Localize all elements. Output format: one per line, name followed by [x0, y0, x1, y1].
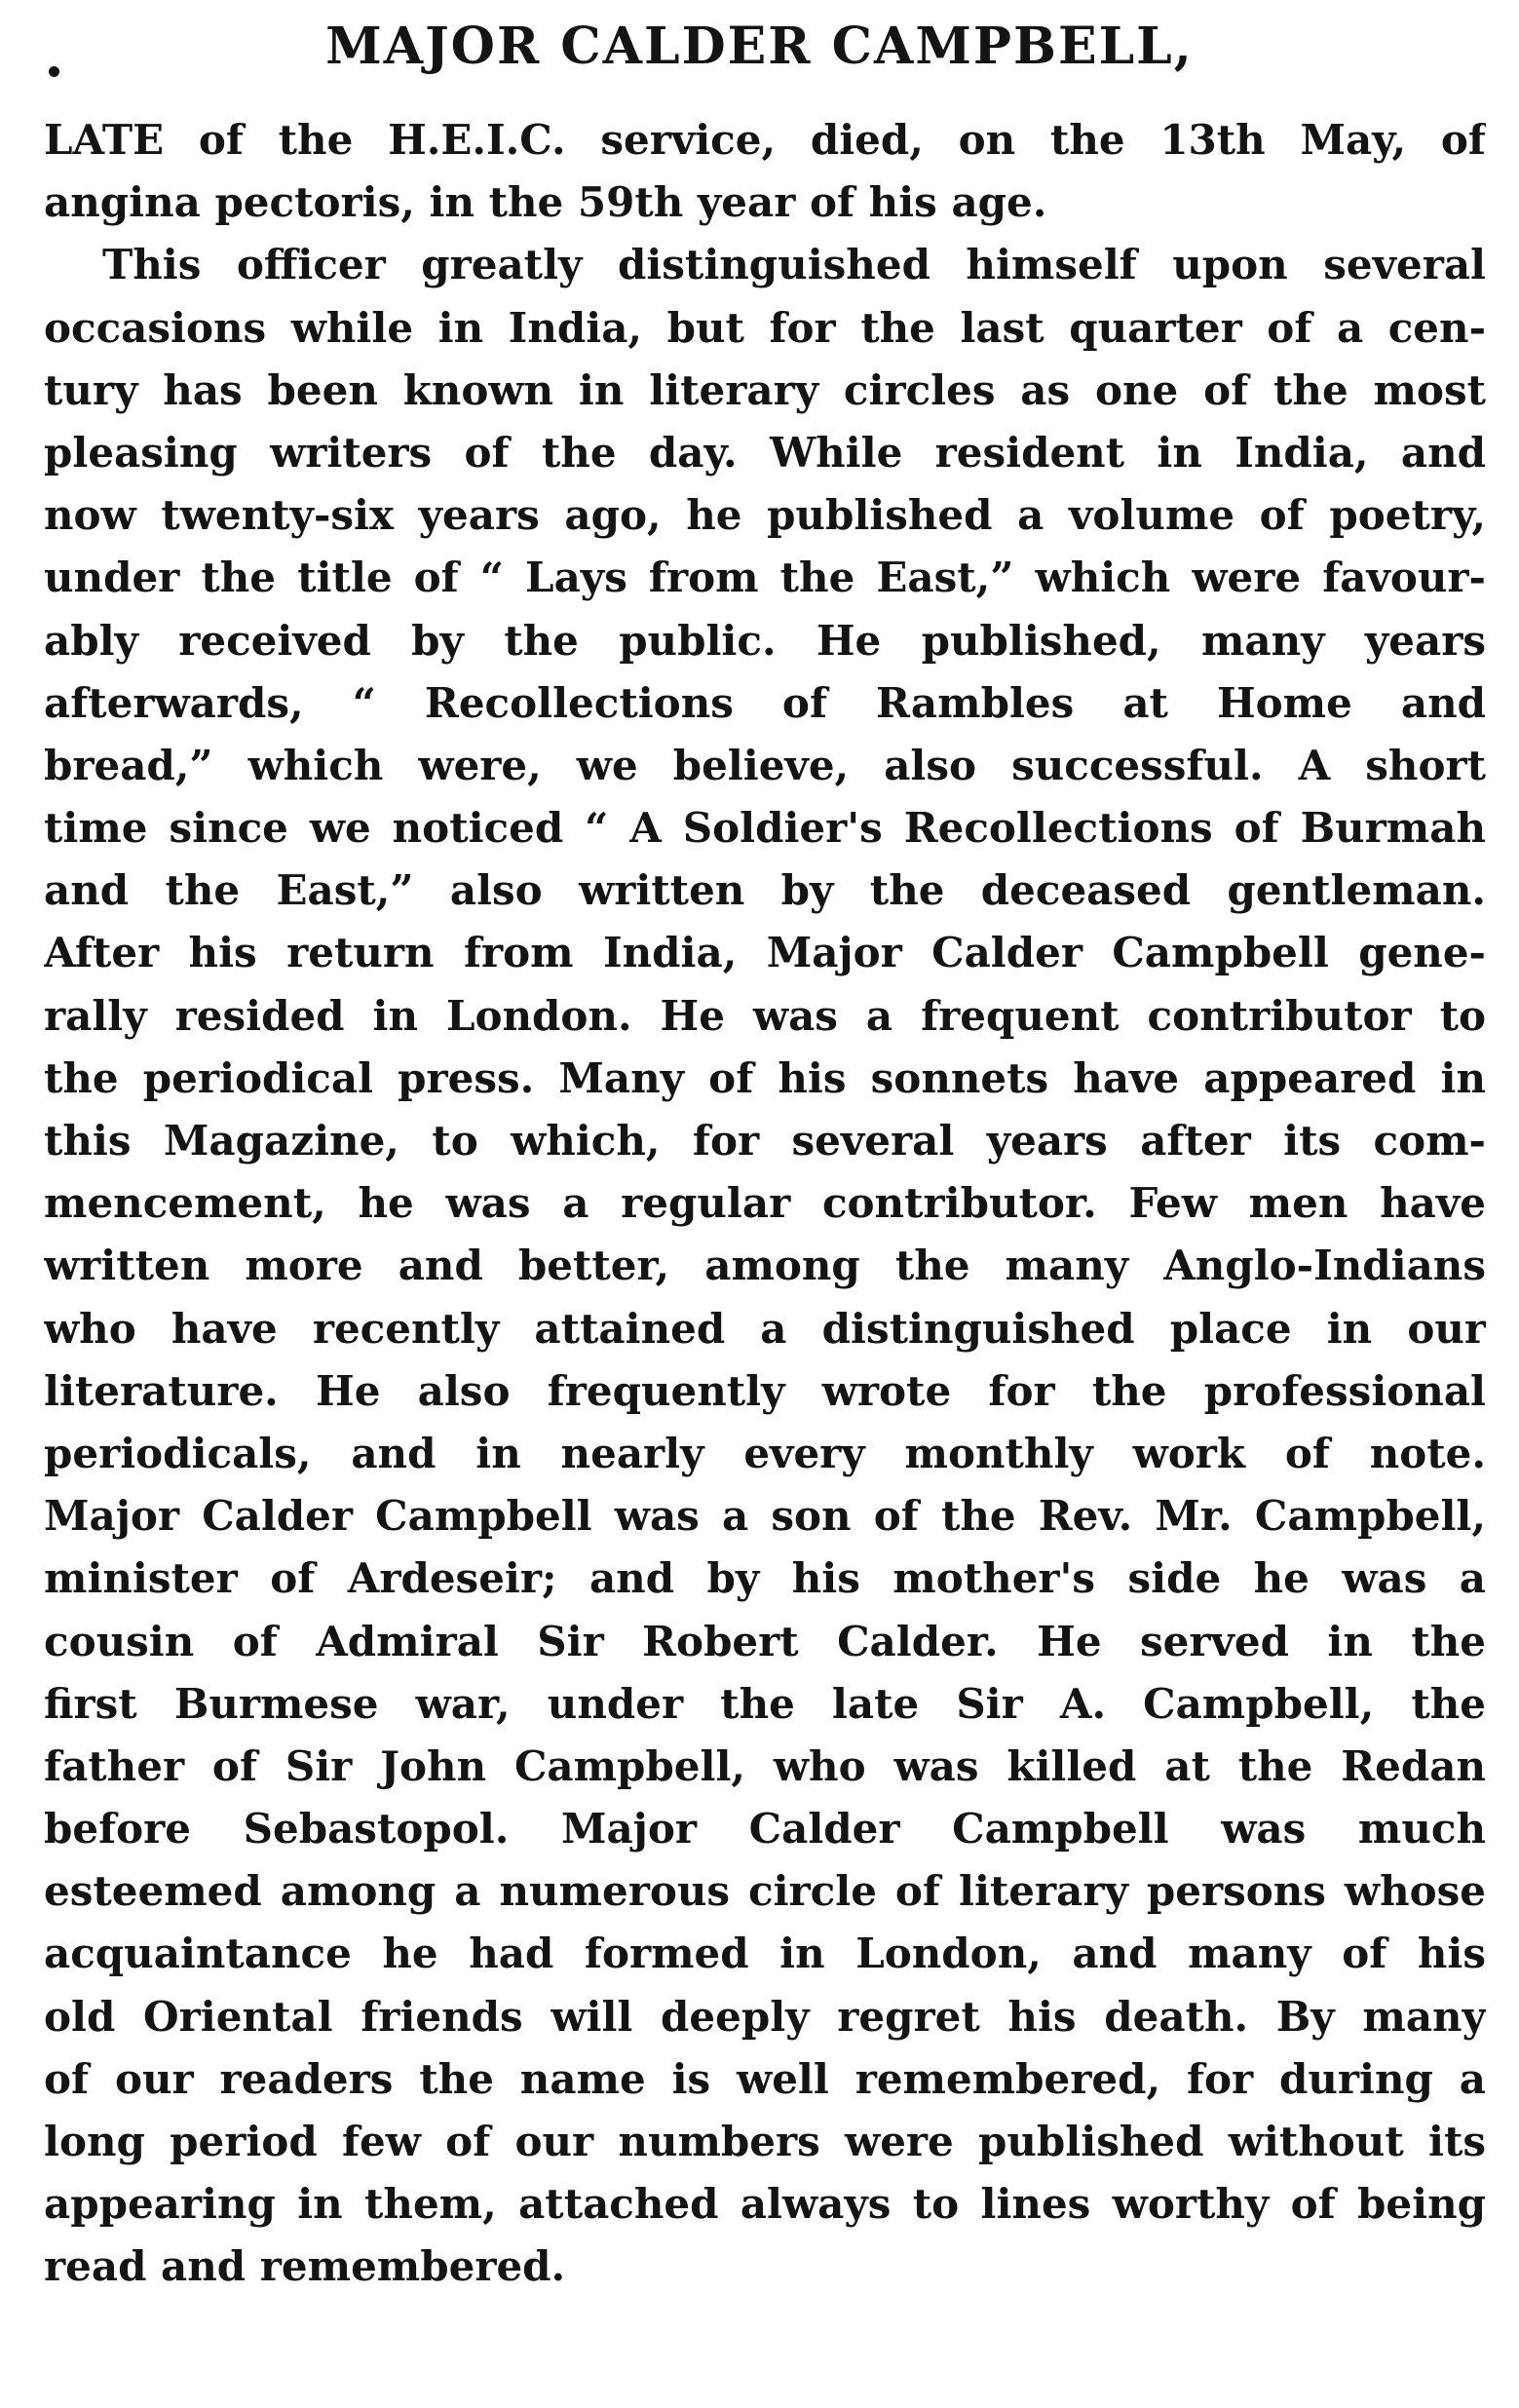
- text-line: afterwards, “ Recollections of Rambles at Home and: [44, 678, 1486, 727]
- text-line: written more and better, among the many Anglo-Indians: [44, 1242, 1486, 1290]
- text-line: the periodical press. Many of his sonnets have appeared in: [44, 1053, 1486, 1102]
- text-line: under the title of “ Lays from the East,” which were favour-: [44, 554, 1486, 602]
- text-line: LATE of the H.E.I.C. service, died, on the 13th May, of: [44, 116, 1486, 164]
- text-line: periodicals, and in nearly every monthly work of note.: [44, 1429, 1486, 1477]
- text-line: pleasing writers of the day. While resident in India, and: [44, 428, 1486, 477]
- text-line: angina pectoris, in the 59th year of his age.: [44, 178, 1047, 227]
- text-line: acquaintance he had formed in London, and many of his: [44, 1930, 1486, 1978]
- text-line: now twenty-six years ago, he published a volume of poetry,: [44, 491, 1486, 540]
- text-line: ably received by the public. He published, many years: [44, 616, 1486, 665]
- text-line: time since we noticed “ A Soldier's Recollections of Burmah: [44, 804, 1486, 853]
- text-line: father of Sir John Campbell, who was killed at the Redan: [44, 1741, 1486, 1790]
- text-line: bread,” which were, we believe, also successful. A short: [44, 741, 1486, 789]
- text-line: occasions while in India, but for the last quarter of a cen-: [44, 303, 1486, 352]
- text-line: long period few of our numbers were published without its: [44, 2118, 1486, 2165]
- text-line: mencement, he was a regular contributor. Few men have: [44, 1179, 1486, 1228]
- text-line: After his return from India, Major Calder Campbell gene-: [44, 929, 1486, 977]
- text-line: this Magazine, to which, for several years after its com-: [44, 1117, 1486, 1165]
- text-line: esteemed among a numerous circle of literary persons whose: [44, 1867, 1486, 1916]
- text-line: tury has been known in literary circles as one of the most: [44, 365, 1486, 414]
- text-line: before Sebastopol. Major Calder Campbell was much: [44, 1805, 1486, 1854]
- text-line: cousin of Admiral Sir Robert Calder. He served in the: [44, 1617, 1486, 1665]
- article-body: [44, 109, 1486, 2299]
- text-line: first Burmese war, under the late Sir A. Campbell, the: [44, 1679, 1486, 1728]
- text-line: appearing in them, attached always to lines worthy of being: [44, 2180, 1486, 2229]
- text-line: rally resided in London. He was a frequent contributor to: [44, 991, 1486, 1040]
- text-line: Major Calder Campbell was a son of the Rev. Mr. Campbell,: [44, 1492, 1486, 1541]
- text-line: minister of Ardeseir; and by his mother's side he was a: [44, 1554, 1486, 1603]
- text-line: This officer greatly distinguished himself upon several: [102, 241, 1486, 289]
- text-line: old Oriental friends will deeply regret his death. By many: [44, 1992, 1486, 2041]
- text-line: literature. He also frequently wrote for the professional: [44, 1366, 1486, 1415]
- text-line: who have recently attained a distinguished place in our: [44, 1304, 1486, 1353]
- text-line: and the East,” also written by the deceased gentleman.: [44, 866, 1486, 915]
- article-title: MAJOR CALDER CAMPBELL,: [325, 17, 1194, 76]
- text-line: read and remembered.: [44, 2242, 566, 2291]
- text-line: of our readers the name is well remembered, for during a: [44, 2054, 1486, 2103]
